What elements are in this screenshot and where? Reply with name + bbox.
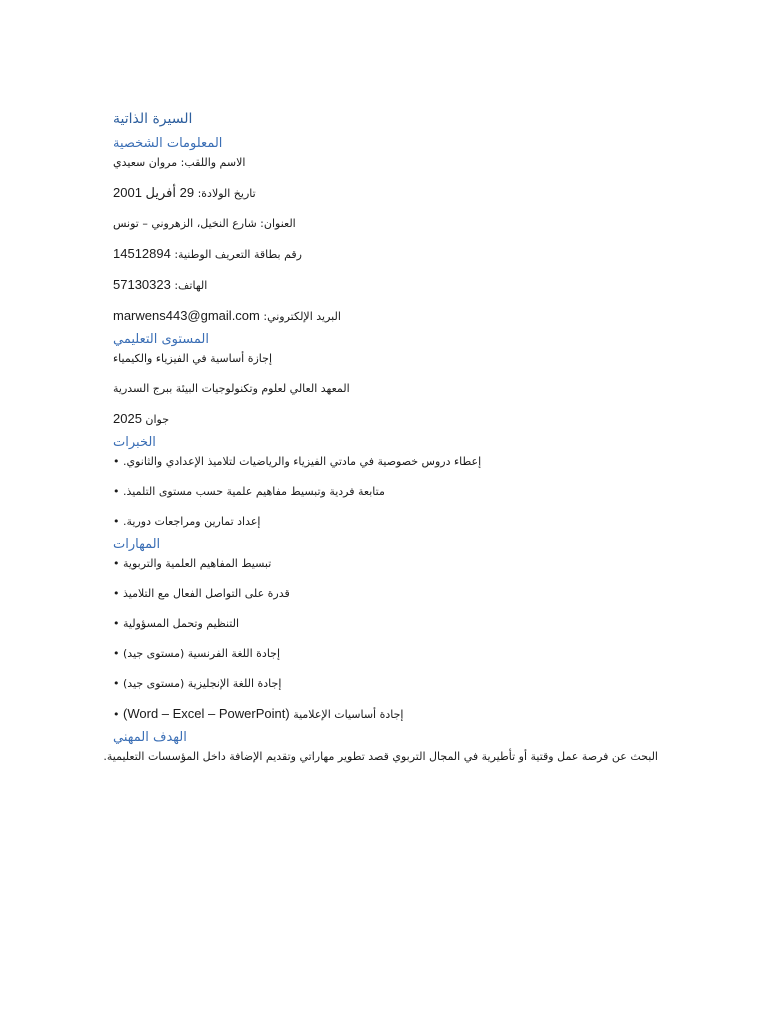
graduation-year: 2025 — [113, 411, 142, 426]
skill-text: إجادة اللغة الفرنسية (مستوى جيد) — [123, 647, 281, 660]
skill-text: قدرة على التواصل الفعال مع التلاميذ — [123, 587, 290, 600]
skill-text: تبسيط المفاهيم العلمية والتربوية — [123, 557, 272, 570]
bullet-icon: • — [113, 677, 120, 690]
bullet-icon: • — [113, 515, 120, 528]
skill-item-it — [113, 705, 403, 724]
degree-line: إجازة أساسية في الفيزياء والكيمياء — [113, 352, 273, 365]
phone-value: 57130323 — [113, 277, 171, 292]
birth-date-line — [113, 184, 256, 203]
bullet-icon: • — [113, 557, 120, 570]
skill-text: التنظيم وتحمل المسؤولية — [123, 617, 240, 630]
id-card-line — [113, 245, 302, 264]
skill-item — [113, 615, 239, 633]
skill-item — [113, 585, 290, 603]
document-title: السيرة الذاتية — [113, 111, 193, 127]
skill-item — [113, 675, 281, 693]
email-line — [113, 307, 341, 326]
birth-date-label: تاريخ الولادة: — [197, 187, 256, 200]
institute-line: المعهد العالي لعلوم وتكنولوجيات البيئة ببرج السدرية — [113, 382, 350, 395]
experience-text: إعطاء دروس خصوصية في مادتي الفيزياء والرياضيات لتلاميذ الإعدادي والثانوي. — [123, 455, 482, 468]
bullet-icon: • — [113, 587, 120, 600]
skill-item — [113, 555, 271, 573]
skills-heading: المهارات — [113, 537, 161, 552]
email-label: البريد الإلكتروني: — [263, 310, 341, 323]
name-line: الاسم واللقب: مروان سعيدي — [113, 156, 246, 169]
experience-heading: الخبرات — [113, 435, 156, 450]
cv-document — [103, 108, 658, 766]
graduation-date-line — [113, 410, 169, 429]
phone-label: الهاتف: — [174, 279, 208, 292]
skill-item — [113, 645, 280, 663]
email-value[interactable]: marwens443@gmail.com — [113, 308, 260, 323]
skill-it-label: إجادة أساسيات الإعلامية — [293, 708, 404, 721]
id-card-value: 14512894 — [113, 246, 171, 261]
experience-text: إعداد تمارين ومراجعات دورية. — [123, 515, 261, 528]
experience-item — [113, 483, 385, 501]
experience-item — [113, 453, 481, 471]
experience-item — [113, 513, 260, 531]
skill-text: إجادة اللغة الإنجليزية (مستوى جيد) — [123, 677, 282, 690]
bullet-icon: • — [113, 647, 120, 660]
birth-date-value: 29 أفريل 2001 — [113, 185, 195, 200]
skill-it-value: (Word – Excel – PowerPoint) — [123, 706, 290, 721]
personal-info-heading: المعلومات الشخصية — [113, 136, 223, 151]
bullet-icon: • — [113, 708, 120, 721]
objective-heading: الهدف المهني — [113, 730, 187, 745]
education-heading: المستوى التعليمي — [113, 332, 209, 347]
bullet-icon: • — [113, 617, 120, 630]
objective-text: البحث عن فرصة عمل وقتية أو تأطيرية في المجال التربوي قصد تطوير مهاراتي وتقديم الإضافة داخل المؤسسات التعليمية. — [103, 750, 658, 763]
address-line: العنوان: شارع النخيل، الزهروني – تونس — [113, 217, 296, 230]
experience-text: متابعة فردية وتبسيط مفاهيم علمية حسب مستوى التلميذ. — [123, 485, 385, 498]
phone-line — [113, 276, 207, 295]
bullet-icon: • — [113, 455, 120, 468]
graduation-month: جوان — [145, 413, 170, 426]
id-card-label: رقم بطاقة التعريف الوطنية: — [174, 248, 302, 261]
bullet-icon: • — [113, 485, 120, 498]
